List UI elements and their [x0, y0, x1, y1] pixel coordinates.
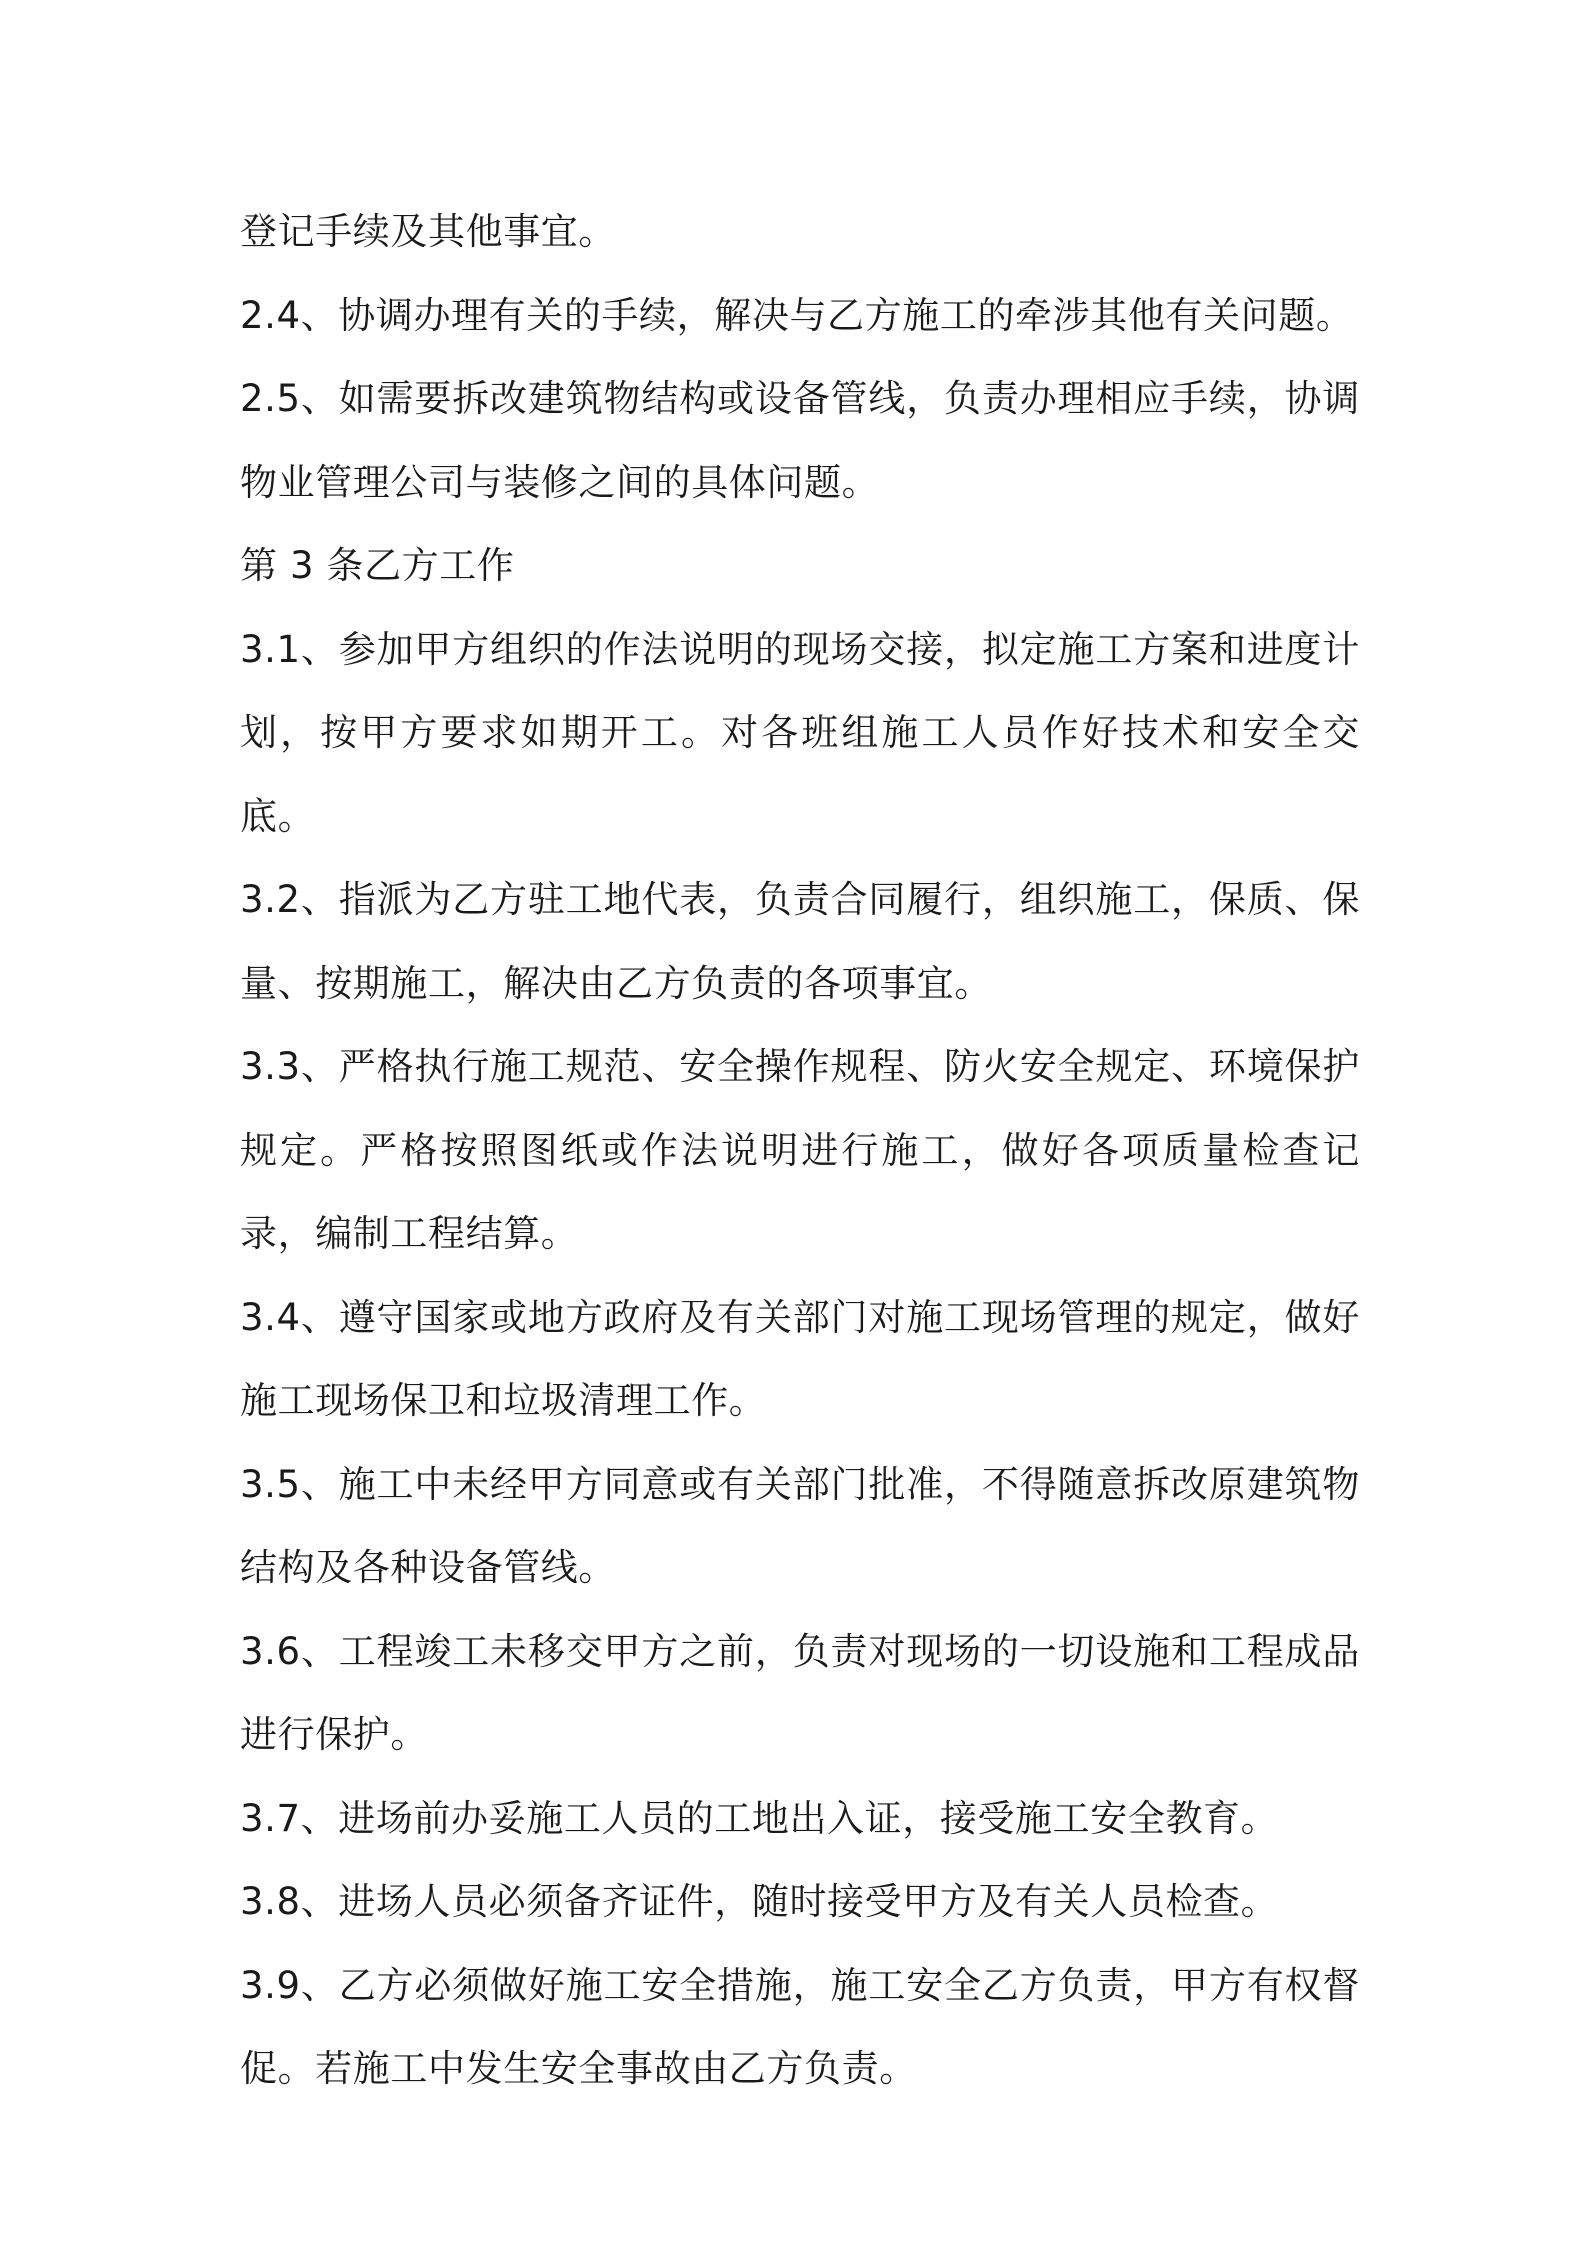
section-heading-article-3: 第 3 条乙方工作 — [240, 544, 515, 587]
clause-3-3: 3.3、严格执行施工规范、安全操作规程、防火安全规定、环境保护规定。严格按照图纸或作法说明进行施工，做好各项质量检查记录，编制工程结算。 — [240, 1045, 1360, 1255]
document-body — [240, 190, 1360, 2111]
clause-3-1: 3.1、参加甲方组织的作法说明的现场交接，拟定施工方案和进度计划，按甲方要求如期开工。对各班组施工人员作好技术和安全交底。 — [240, 627, 1360, 838]
clause-3-5: 3.5、施工中未经甲方同意或有关部门批准，不得随意拆改原建筑物结构及各种设备管线。 — [240, 1462, 1360, 1589]
clause-2-4: 2.4、协调办理有关的手续，解决与乙方施工的牵涉其他有关问题。 — [240, 293, 1354, 337]
clause-2-5: 2.5、如需要拆改建筑物结构或设备管线，负责办理相应手续，协调物业管理公司与装修之间的具体问题。 — [240, 377, 1360, 504]
clause-3-7: 3.7、进场前办妥施工人员的工地出入证，接受施工安全教育。 — [240, 1796, 1279, 1840]
clause-3-2: 3.2、指派为乙方驻工地代表，负责合同履行，组织施工，保质、保量、按期施工，解决由乙方负责的各项事宜。 — [240, 878, 1360, 1005]
paragraph-continuation: 登记手续及其他事宜。 — [240, 210, 616, 253]
clause-3-8: 3.8、进场人员必须备齐证件，随时接受甲方及有关人员检查。 — [240, 1880, 1279, 1923]
clause-3-9: 3.9、乙方必须做好施工安全措施，施工安全乙方负责，甲方有权督促。若施工中发生安全事故由乙方负责。 — [240, 1963, 1360, 2090]
clause-3-4: 3.4、遵守国家或地方政府及有关部门对施工现场管理的规定，做好施工现场保卫和垃圾清理工作。 — [240, 1295, 1360, 1422]
clause-3-6: 3.6、工程竣工未移交甲方之前，负责对现场的一切设施和工程成品进行保护。 — [240, 1629, 1360, 1756]
